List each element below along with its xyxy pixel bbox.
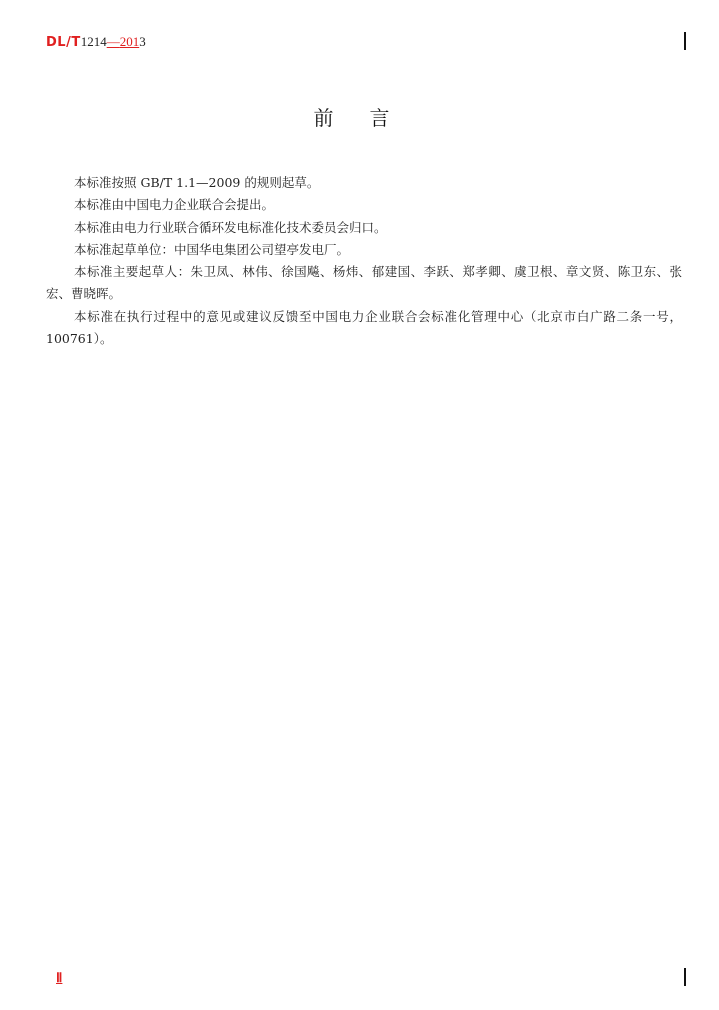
- paragraph: 本标准按照 GB/T 1.1—2009 的规则起草。: [74, 175, 320, 190]
- document-body: [46, 172, 682, 350]
- page-header: [46, 34, 146, 51]
- standard-code: DL/T: [46, 35, 81, 50]
- standard-separator: —: [106, 34, 120, 49]
- paragraph: 本标准由电力行业联合循环发电标准化技术委员会归口。: [74, 219, 387, 235]
- section-title: 前言: [313, 106, 426, 130]
- crop-mark-bottom: [684, 968, 686, 986]
- paragraph: 本标准起草单位：中国华电集团公司望亭发电厂。: [74, 241, 350, 257]
- paragraph: 本标准由中国电力企业联合会提出。: [74, 197, 275, 213]
- standard-year-suffix: 3: [139, 34, 146, 49]
- standard-year-prefix: 201: [119, 34, 140, 49]
- crop-mark-top: [684, 32, 686, 50]
- standard-number: 1214: [80, 34, 107, 49]
- paragraph: 本标准在执行过程中的意见或建议反馈至中国电力企业联合会标准化管理中心（北京市白广路二条一号，100761）。: [46, 308, 682, 347]
- page-number: Ⅱ: [56, 970, 63, 985]
- paragraph: 本标准主要起草人：朱卫凤、林伟、徐国飚、杨炜、郁建国、李跃、郑孝卿、虞卫根、章文贤、陈卫东、张宏、曹晓晖。: [46, 264, 682, 302]
